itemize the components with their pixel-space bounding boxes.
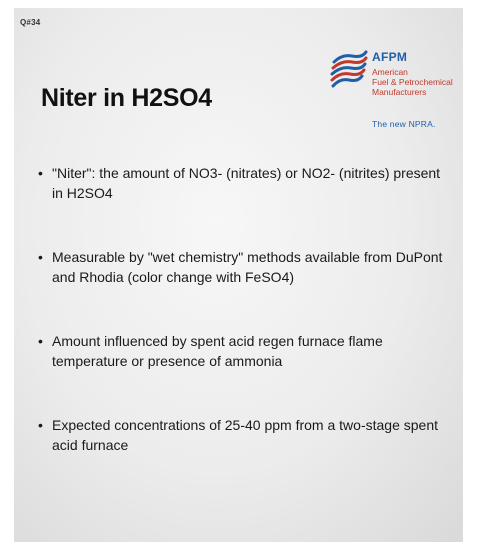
slide-title: Niter in H2SO4 (41, 84, 212, 112)
afpm-logo (330, 46, 460, 146)
logo-full-name (372, 67, 462, 97)
bullet-list (38, 163, 448, 499)
bullet-item: • Amount influenced by spent acid regen furnace flame temperature or presence of ammonia (38, 331, 448, 371)
bullet-item: • Expected concentrations of 25-40 ppm from a two-stage spent acid furnace (38, 415, 448, 455)
slide (14, 8, 463, 542)
logo-full-name-line2: Fuel & Petrochemical (372, 77, 453, 87)
logo-name: AFPM (372, 50, 408, 64)
bullet-item: • "Niter": the amount of NO3- (nitrates) or NO2- (nitrites) present in H2SO4 (38, 163, 448, 203)
logo-tagline: The new NPRA. (372, 119, 436, 129)
afpm-flag-icon (330, 48, 368, 88)
slide-id-label: Q#34 (20, 18, 41, 27)
logo-full-name-line3: Manufacturers (372, 87, 427, 97)
bullet-item: • Measurable by "wet chemistry" methods available from DuPont and Rhodia (color change with FeSO4) (38, 247, 448, 287)
logo-full-name-line1: American (372, 67, 408, 77)
